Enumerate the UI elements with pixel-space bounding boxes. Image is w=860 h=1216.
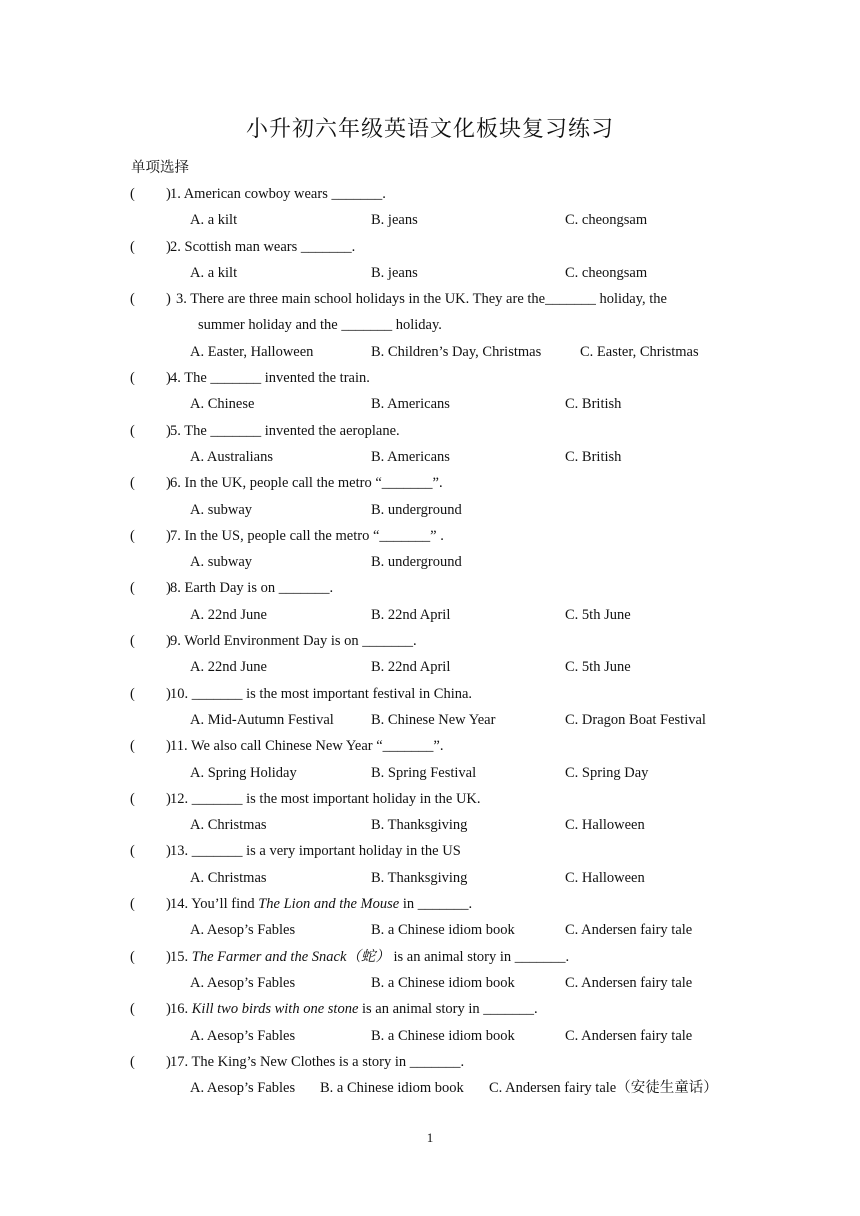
answer-bracket — [130, 526, 171, 546]
option-row — [0, 605, 860, 631]
option-c: C. Andersen fairy tale — [565, 922, 693, 939]
option-a: A. Aesop’s Fables — [190, 974, 296, 991]
bracket-open: ( — [130, 475, 135, 492]
question-row — [0, 894, 860, 920]
bracket-close: ) — [166, 238, 171, 255]
option-b: B. a Chinese idiom book — [371, 1027, 515, 1044]
page-title: 小升初六年级英语文化板块复习练习 — [245, 117, 614, 142]
option-row — [0, 815, 860, 841]
bracket-open: ( — [130, 948, 135, 965]
bracket-close: ) — [166, 1053, 171, 1070]
option-b: B. a Chinese idiom book — [371, 974, 515, 991]
bracket-close: ) — [166, 527, 171, 544]
option-b: B. underground — [371, 554, 462, 571]
option-a: A. Easter, Halloween — [190, 343, 314, 360]
question-row — [0, 947, 860, 973]
option-a: A. Spring Holiday — [190, 764, 297, 781]
question-row — [0, 631, 860, 657]
italic-title: Kill two birds with one stone — [191, 1001, 359, 1018]
option-c: C. Dragon Boat Festival — [565, 711, 706, 728]
answer-bracket — [130, 841, 171, 861]
bracket-close: ) — [166, 370, 171, 387]
option-c: C. Halloween — [565, 817, 645, 834]
option-row — [0, 920, 860, 946]
answer-bracket — [130, 789, 171, 809]
option-a: A. Aesop’s Fables — [190, 1080, 296, 1097]
bracket-open: ( — [130, 370, 135, 387]
question-stem: 17. The King’s New Clothes is a story in _______. — [170, 1053, 465, 1070]
question-stem: 10. _______ is the most important festival in China. — [170, 685, 473, 702]
question-row — [0, 789, 860, 815]
option-row — [0, 657, 860, 683]
option-b: B. Thanksgiving — [371, 869, 468, 886]
option-b: B. jeans — [371, 212, 418, 229]
bracket-open: ( — [130, 1001, 135, 1018]
option-row — [0, 394, 860, 420]
answer-bracket — [130, 473, 171, 493]
option-b: B. Children’s Day, Christmas — [371, 343, 542, 360]
section-heading: 单项选择 — [131, 160, 189, 176]
italic-title: The Lion and the Mouse — [258, 896, 400, 913]
option-a: A. 22nd June — [190, 606, 267, 623]
option-c: C. 5th June — [565, 659, 631, 676]
page-number: 1 — [426, 1130, 434, 1145]
answer-bracket — [130, 421, 171, 441]
bracket-close: ) — [166, 738, 171, 755]
bracket-close: ) — [166, 291, 171, 308]
option-row — [0, 973, 860, 999]
option-a: A. a kilt — [190, 264, 238, 281]
option-a: A. subway — [190, 501, 253, 518]
bracket-open: ( — [130, 580, 135, 597]
italic-title: The Farmer and the Snack（蛇） — [191, 948, 390, 965]
answer-bracket — [130, 894, 171, 914]
option-c: C. Easter, Christmas — [580, 343, 699, 360]
question-row — [0, 473, 860, 499]
option-a: A. 22nd June — [190, 659, 267, 676]
option-c: C. cheongsam — [565, 264, 648, 281]
bracket-open: ( — [130, 685, 135, 702]
option-b: B. Thanksgiving — [371, 817, 468, 834]
question-stem-continued: summer holiday and the _______ holiday. — [198, 317, 442, 334]
question-row — [0, 684, 860, 710]
option-b: B. jeans — [371, 264, 418, 281]
bracket-close: ) — [166, 422, 171, 439]
bracket-open: ( — [130, 738, 135, 755]
option-a: A. Aesop’s Fables — [190, 1027, 296, 1044]
bracket-open: ( — [130, 527, 135, 544]
option-b: B. a Chinese idiom book — [371, 922, 515, 939]
answer-bracket — [130, 184, 171, 204]
option-a: A. Mid-Autumn Festival — [190, 711, 334, 728]
bracket-close: ) — [166, 843, 171, 860]
answer-bracket — [130, 1052, 171, 1072]
question-stem: 16. Kill two birds with one stone is an animal story in _______. — [170, 1001, 538, 1018]
option-c: C. cheongsam — [565, 212, 648, 229]
question-row — [0, 421, 860, 447]
bracket-open: ( — [130, 843, 135, 860]
option-c: C. British — [565, 396, 622, 413]
option-a: A. Australians — [190, 448, 273, 465]
bracket-open: ( — [130, 633, 135, 650]
question-stem: 8. Earth Day is on _______. — [170, 580, 334, 597]
bracket-close: ) — [166, 790, 171, 807]
question-stem: 14. You’ll find The Lion and the Mouse in _______. — [170, 896, 473, 913]
question-stem: 9. World Environment Day is on _______. — [170, 633, 417, 650]
question-stem: 11. We also call Chinese New Year “_______”. — [170, 738, 444, 755]
question-stem: 12. _______ is the most important holiday in the UK. — [170, 790, 481, 807]
answer-bracket — [130, 947, 171, 967]
bracket-open: ( — [130, 186, 135, 202]
option-a: A. subway — [190, 554, 253, 571]
option-b: B. Americans — [371, 396, 450, 413]
option-a: A. Christmas — [190, 817, 267, 834]
bracket-open: ( — [130, 896, 135, 913]
question-row — [0, 526, 860, 552]
option-row — [0, 763, 860, 789]
option-a: A. Christmas — [190, 869, 267, 886]
answer-bracket — [130, 736, 171, 756]
question-row — [0, 736, 860, 762]
question-stem: 2. Scottish man wears _______. — [170, 238, 356, 255]
question-row — [0, 289, 860, 342]
answer-bracket — [130, 999, 171, 1019]
option-c: C. Andersen fairy tale — [565, 974, 693, 991]
option-b: B. a Chinese idiom book — [320, 1080, 464, 1097]
option-b: B. Chinese New Year — [371, 711, 496, 728]
bracket-close: ) — [166, 633, 171, 650]
question-stem: 4. The _______ invented the train. — [170, 370, 370, 387]
question-row — [0, 999, 860, 1025]
bracket-open: ( — [130, 422, 135, 439]
option-a: A. a kilt — [190, 212, 238, 229]
bracket-close: ) — [166, 186, 171, 202]
question-stem: 15. The Farmer and the Snack（蛇） is an animal story in _______. — [170, 948, 570, 965]
question-row — [0, 184, 860, 210]
answer-bracket — [130, 289, 171, 309]
question-stem: 5. The _______ invented the aeroplane. — [170, 422, 400, 439]
option-b: B. Spring Festival — [371, 764, 477, 781]
bracket-close: ) — [166, 475, 171, 492]
option-c: C. 5th June — [565, 606, 631, 623]
bracket-open: ( — [130, 1053, 135, 1070]
option-row — [0, 868, 860, 894]
question-row — [0, 237, 860, 263]
option-row — [0, 710, 860, 736]
answer-bracket — [130, 578, 171, 598]
bracket-close: ) — [166, 896, 171, 913]
answer-bracket — [130, 631, 171, 651]
question-row — [0, 578, 860, 604]
option-b: B. 22nd April — [371, 606, 451, 623]
option-row — [0, 1078, 860, 1104]
question-stem: 13. _______ is a very important holiday in the US — [170, 843, 461, 860]
option-b: B. underground — [371, 501, 462, 518]
bracket-open: ( — [130, 291, 135, 308]
bracket-close: ) — [166, 685, 171, 702]
question-row — [0, 368, 860, 394]
option-a: A. Chinese — [190, 396, 255, 413]
question-stem: 3. There are three main school holidays in the UK. They are the_______ holiday, the summer holiday and the _______ holiday. — [176, 286, 731, 339]
bracket-open: ( — [130, 790, 135, 807]
question-stem: 7. In the US, people call the metro “_______” . — [170, 527, 444, 544]
answer-bracket — [130, 684, 171, 704]
question-stem: 1. American cowboy wears _______. — [170, 186, 386, 202]
question-row — [0, 841, 860, 867]
bracket-close: ) — [166, 580, 171, 597]
option-c: C. Andersen fairy tale — [565, 1027, 693, 1044]
answer-bracket — [130, 237, 171, 257]
option-row — [0, 447, 860, 473]
answer-bracket — [130, 368, 171, 388]
option-b: B. Americans — [371, 448, 450, 465]
option-c: C. Spring Day — [565, 764, 649, 781]
option-row — [0, 500, 860, 526]
question-row — [0, 1052, 860, 1078]
option-a: A. Aesop’s Fables — [190, 922, 296, 939]
option-row — [0, 552, 860, 578]
bracket-close: ) — [166, 1001, 171, 1018]
question-list — [0, 184, 860, 1104]
option-row — [0, 1026, 860, 1052]
bracket-open: ( — [130, 238, 135, 255]
option-row — [0, 342, 860, 368]
option-c: C. British — [565, 448, 622, 465]
option-c: C. Andersen fairy tale（安徒生童话） — [489, 1080, 718, 1097]
question-stem: 6. In the UK, people call the metro “_______”. — [170, 475, 443, 492]
bracket-close: ) — [166, 948, 171, 965]
option-c: C. Halloween — [565, 869, 645, 886]
option-b: B. 22nd April — [371, 659, 451, 676]
option-row — [0, 210, 860, 236]
